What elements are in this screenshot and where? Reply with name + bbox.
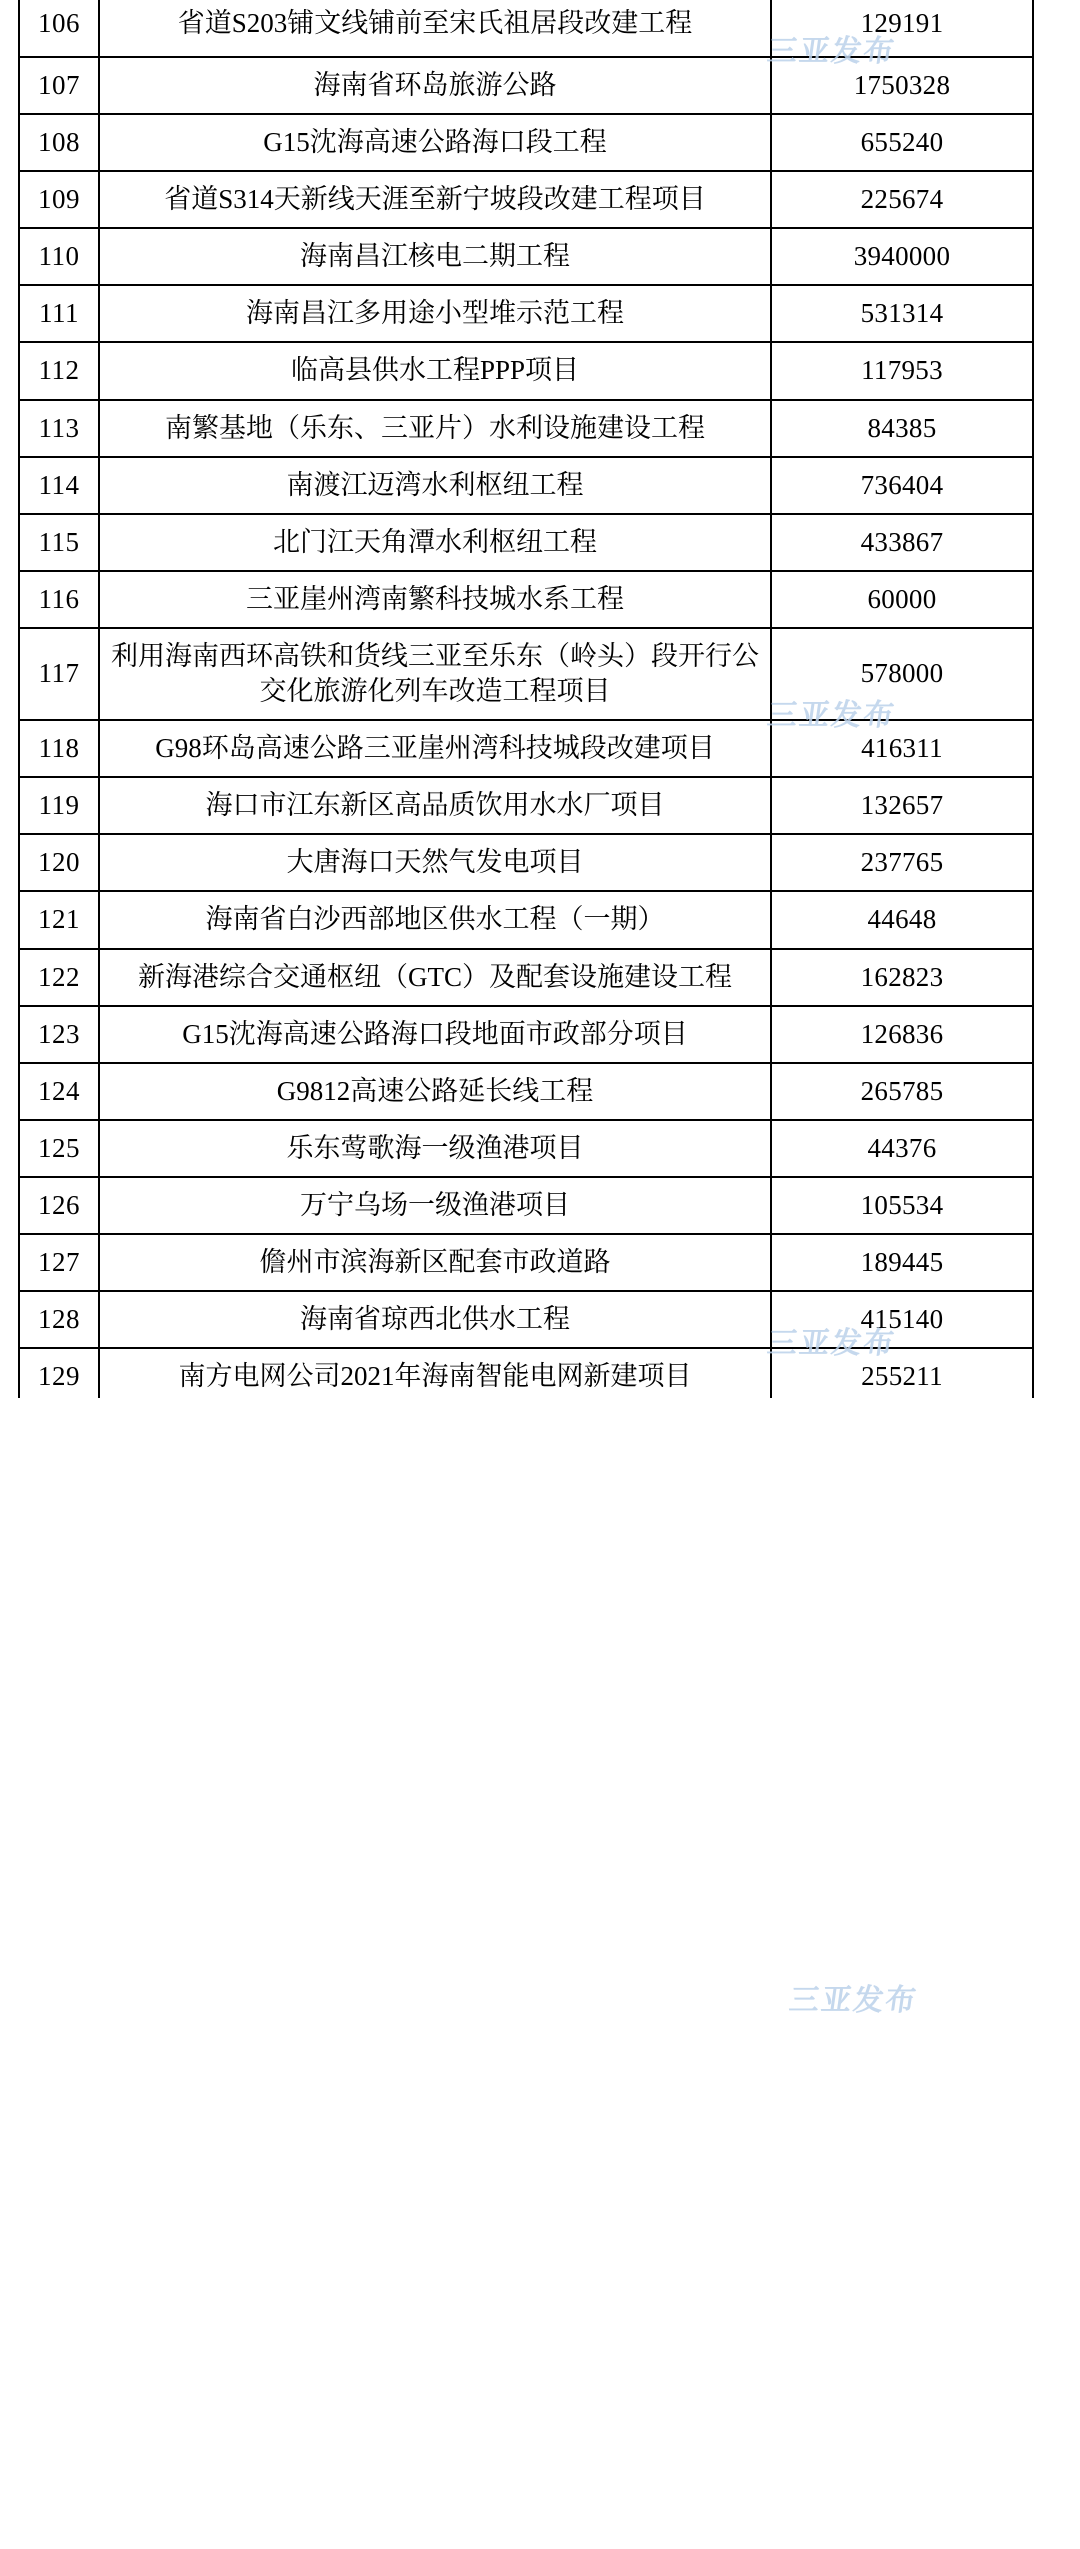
- project-name-cell: 儋州市滨海新区配套市政道路: [99, 1234, 771, 1291]
- row-index-cell: 113: [19, 400, 99, 457]
- annual-investment-cell: 84385: [771, 400, 1033, 457]
- annual-investment-cell: 60000: [771, 571, 1033, 628]
- annual-investment-cell: 416311: [771, 720, 1033, 777]
- table-row: [19, 171, 1033, 228]
- project-name-cell: 海南省环岛旅游公路: [99, 57, 771, 114]
- annual-investment-cell: 578000: [771, 628, 1033, 720]
- annual-investment-cell: 129191: [771, 0, 1033, 57]
- project-name-cell: 海口市江东新区高品质饮用水水厂项目: [99, 777, 771, 834]
- project-name-cell: 新海港综合交通枢纽（GTC）及配套设施建设工程: [99, 949, 771, 1006]
- annual-investment-cell: 162823: [771, 949, 1033, 1006]
- project-name-cell: G15沈海高速公路海口段地面市政部分项目: [99, 1006, 771, 1063]
- project-name-cell: 海南昌江多用途小型堆示范工程: [99, 285, 771, 342]
- row-index-cell: 114: [19, 457, 99, 514]
- annual-investment-cell: 126836: [771, 1006, 1033, 1063]
- row-index-cell: 126: [19, 1177, 99, 1234]
- project-name-cell: 利用海南西环高铁和货线三亚至乐东（岭头）段开行公交化旅游化列车改造工程项目: [99, 628, 771, 720]
- table-row: [19, 1177, 1033, 1234]
- table-row: [19, 114, 1033, 171]
- table-row: [19, 1234, 1033, 1291]
- project-name-cell: 南渡江迈湾水利枢纽工程: [99, 457, 771, 514]
- row-index-cell: 106: [19, 0, 99, 57]
- row-index-cell: 123: [19, 1006, 99, 1063]
- annual-investment-cell: 117953: [771, 342, 1033, 399]
- watermark-logo: 三亚发布: [765, 699, 898, 732]
- annual-investment-cell: 655240: [771, 114, 1033, 171]
- row-index-cell: 127: [19, 1234, 99, 1291]
- project-name-cell: 临高县供水工程PPP项目: [99, 342, 771, 399]
- row-index-cell: 109: [19, 171, 99, 228]
- table-row: [19, 777, 1033, 834]
- row-index-cell: 121: [19, 891, 99, 948]
- table-body: [19, 0, 1033, 1398]
- row-index-cell: 117: [19, 628, 99, 720]
- annual-investment-cell: 415140: [771, 1291, 1033, 1348]
- project-name-cell: G9812高速公路延长线工程: [99, 1063, 771, 1120]
- project-name-cell: G15沈海高速公路海口段工程: [99, 114, 771, 171]
- row-index-cell: 112: [19, 342, 99, 399]
- row-index-cell: 119: [19, 777, 99, 834]
- row-index-cell: 125: [19, 1120, 99, 1177]
- row-index-cell: 122: [19, 949, 99, 1006]
- annual-investment-cell: 736404: [771, 457, 1033, 514]
- annual-investment-cell: 255211: [771, 1348, 1033, 1398]
- table-row: [19, 57, 1033, 114]
- project-name-cell: 省道S314天新线天涯至新宁坡段改建工程项目: [99, 171, 771, 228]
- project-name-cell: 南繁基地（乐东、三亚片）水利设施建设工程: [99, 400, 771, 457]
- table-row: [19, 949, 1033, 1006]
- table-row: [19, 400, 1033, 457]
- row-index-cell: 115: [19, 514, 99, 571]
- row-index-cell: 108: [19, 114, 99, 171]
- table-row: [19, 457, 1033, 514]
- annual-investment-cell: 44376: [771, 1120, 1033, 1177]
- table-row: [19, 285, 1033, 342]
- table-row: [19, 891, 1033, 948]
- row-index-cell: 120: [19, 834, 99, 891]
- table-row: [19, 514, 1033, 571]
- row-index-cell: 129: [19, 1348, 99, 1398]
- annual-investment-cell: 237765: [771, 834, 1033, 891]
- table-row: [19, 1063, 1033, 1120]
- watermark-logo: 三亚发布: [765, 1327, 898, 1360]
- row-index-cell: 111: [19, 285, 99, 342]
- table-row: [19, 342, 1033, 399]
- project-name-cell: 省道S203铺文线铺前至宋氏祖居段改建工程: [99, 0, 771, 57]
- table-row: [19, 571, 1033, 628]
- project-name-cell: 海南昌江核电二期工程: [99, 228, 771, 285]
- project-name-cell: 南方电网公司2021年海南智能电网新建项目: [99, 1348, 771, 1398]
- row-index-cell: 110: [19, 228, 99, 285]
- annual-investment-cell: 44648: [771, 891, 1033, 948]
- table-row: [19, 1348, 1033, 1398]
- row-index-cell: 107: [19, 57, 99, 114]
- project-investment-table: [18, 0, 1034, 1398]
- table-row: [19, 720, 1033, 777]
- table-row: [19, 1120, 1033, 1177]
- table-row: [19, 0, 1033, 57]
- row-index-cell: 116: [19, 571, 99, 628]
- watermark-logo: 三亚发布: [787, 1984, 920, 2017]
- project-name-cell: 海南省白沙西部地区供水工程（一期）: [99, 891, 771, 948]
- table-row: [19, 628, 1033, 720]
- project-name-cell: 大唐海口天然气发电项目: [99, 834, 771, 891]
- row-index-cell: 124: [19, 1063, 99, 1120]
- annual-investment-cell: 265785: [771, 1063, 1033, 1120]
- annual-investment-cell: 132657: [771, 777, 1033, 834]
- table-row: [19, 228, 1033, 285]
- annual-investment-cell: 531314: [771, 285, 1033, 342]
- project-name-cell: 万宁乌场一级渔港项目: [99, 1177, 771, 1234]
- project-name-cell: 三亚崖州湾南繁科技城水系工程: [99, 571, 771, 628]
- project-name-cell: 海南省琼西北供水工程: [99, 1291, 771, 1348]
- annual-investment-cell: 225674: [771, 171, 1033, 228]
- table-row: [19, 1006, 1033, 1063]
- table-row: [19, 1291, 1033, 1348]
- annual-investment-cell: 189445: [771, 1234, 1033, 1291]
- annual-investment-cell: 1750328: [771, 57, 1033, 114]
- project-name-cell: 乐东莺歌海一级渔港项目: [99, 1120, 771, 1177]
- row-index-cell: 128: [19, 1291, 99, 1348]
- annual-investment-cell: 433867: [771, 514, 1033, 571]
- project-name-cell: 北门江天角潭水利枢纽工程: [99, 514, 771, 571]
- row-index-cell: 118: [19, 720, 99, 777]
- table-row: [19, 834, 1033, 891]
- annual-investment-cell: 105534: [771, 1177, 1033, 1234]
- project-name-cell: G98环岛高速公路三亚崖州湾科技城段改建项目: [99, 720, 771, 777]
- annual-investment-cell: 3940000: [771, 228, 1033, 285]
- watermark-logo: 三亚发布: [765, 35, 898, 68]
